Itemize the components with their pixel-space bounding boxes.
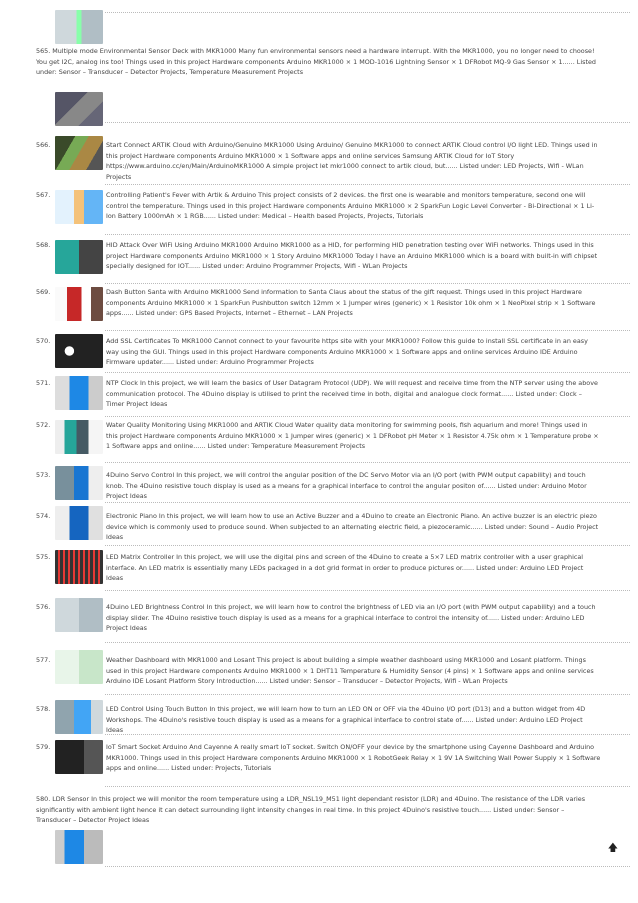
item-text: NTP Clock In this project, we will learn the basics of User Datagram Protocol (UDP). We will request and receive time from the NTP server using the above communication protocol. The 4Duino display is utilised to print the received time in both, digital and analogue clock format...... Listed under: Clock – Timer Project Ideas (106, 379, 598, 409)
item-text: Dash Button Santa with Arduino MKR1000 Send information to Santa Claus about the status of the gift request. Things used in this project Hardware components Arduino MKR1000 × 1 SparkFun Pushbutton switch 12mm × 1 Jumper wires (generic) × 1 Resistor 10k ohm × 1 NeoPixel strip × 1 Software apps...... Listed under: GPS Based Projects, Internet – Ethernet – LAN Projects (106, 288, 596, 318)
list-item (36, 794, 601, 826)
project-thumbnail[interactable] (55, 10, 103, 44)
item-number: 569. (36, 288, 51, 296)
item-text: Start Connect ARTIK Cloud with Arduino/Genuino MKR1000 Using Arduino/ Genuino MKR1000 to connect ARTIK Cloud control I/O light LED. Things used in this project Hardware components Arduino MKR1000 × 1 Software apps and online services Samsung ARTIK Cloud for IoT Story https://www.arduino.cc/en/Main/ArduinoMKR1000 A simple project let mkr1000 connect to artik cloud, but...... Listed under: LED Projects, Wifi - WLan Projects (106, 141, 598, 181)
item-text: Multiple mode Environmental Sensor Deck with MKR1000 Many fun environmental sensors need a hardware interrupt. With the MKR1000, you no longer need to choose! You get I2C, analog ins too! Things used in this project Hardware components Arduino MKR1000 × 1 MOD-1016 Lightning Sensor × 1 DFRobot MQ-9 Gas Sensor × 1...... Listed under: Sensor – Transducer – Detector Projects, Temperature Measurement Projects (36, 47, 596, 77)
item-number: 568. (36, 241, 51, 249)
project-thumbnail[interactable] (55, 598, 103, 632)
project-thumbnail[interactable] (55, 700, 103, 734)
back-to-top-button[interactable] (608, 841, 618, 858)
list-item (36, 46, 601, 78)
project-thumbnail[interactable] (55, 376, 103, 410)
item-number: 578. (36, 705, 51, 713)
project-thumbnail[interactable] (55, 466, 103, 500)
item-text: Weather Dashboard with MKR1000 and Losant This project is about building a simple weather dashboard using MKR1000 and Losant platform. Things used in this project Hardware components Arduino MKR1000 × 1 DHT11 Temperature & Humidity Sensor (4 pins) × 1 Software apps and online services Arduino IDE Losant Platform Story Introduction...... Listed under: Sensor – Transducer – Detector Projects, Wifi - WLan Projects (106, 656, 594, 686)
item-number: 565. (36, 47, 51, 55)
item-text: LDR Sensor In this project we will monitor the room temperature using a LDR_NSL19_M51 light dependant resistor (LDR) and 4Duino. The resistance of the LDR varies significantly with ambient light hence it can detect surrounding light intensity changes in real time. In this project 4Duino's resistive touch...... Listed under: Sensor – Transducer – Detector Project Ideas (36, 795, 586, 825)
item-text: LED Control Using Touch Button In this project, we will learn how to turn an LED ON or OFF via the 4Duino I/O port (D13) and a button widget from 4D Workshops. The 4Duino's resistive touch display is used as a means for a graphical interface to control state of...... Listed under: Arduino LED Project Ideas (106, 705, 586, 735)
item-number: 574. (36, 512, 51, 520)
item-number: 567. (36, 191, 51, 199)
project-thumbnail[interactable] (55, 334, 103, 368)
project-thumbnail[interactable] (55, 287, 103, 321)
item-text: 4Duino Servo Control In this project, we will control the angular position of the DC Servo Motor via an I/O port (with PWM output capability) and touch knob. The 4Duino resistive touch display is used as a means for a graphical interface to control the angular positon of...... Listed under: Arduino Motor Project Ideas (106, 471, 587, 501)
project-thumbnail[interactable] (55, 550, 103, 584)
item-text: IoT Smart Socket Arduino And Cayenne A really smart IoT socket. Switch ON/OFF your device by the smartphone using Cayenne Dashboard and Arduino MKR1000. Things used in this project Hardware components Arduino MKR1000 × 1 RobotGeek Relay × 1 9V 1A Switching Wall Power Supply × 1 Software apps and online...... Listed under: Projects, Tutorials (106, 743, 601, 773)
item-number: 576. (36, 603, 51, 611)
project-thumbnail[interactable] (55, 190, 103, 224)
item-number: 577. (36, 656, 51, 664)
item-number: 566. (36, 141, 51, 149)
item-text: Electronic Piano In this project, we will learn how to use an Active Buzzer and a 4Duino to create an Electronic Piano. An active buzzer is an electric piezo device which is commonly used to produce sound. When subjected to an alternating electric field, a piezoceramic...... Listed under: Sound – Audio Project Ideas (106, 512, 599, 542)
item-text: 4Duino LED Brightness Control In this project, we will learn how to control the brightness of LED via an I/O port (with PWM output capability) and a touch display slider. The 4Duino resistive touch display is used as a means for a graphical interface to control the intensity of...... Listed under: Arduino LED Project Ideas (106, 603, 596, 633)
project-thumbnail[interactable] (55, 740, 103, 774)
item-number: 572. (36, 421, 51, 429)
item-text: Water Quality Monitoring Using MKR1000 and ARTIK Cloud Water quality data monitoring for swimming pools, fish aquarium and more! Things used in this project Hardware components Arduino MKR1000 × 1 Jumper wires (generic) × 1 DFRobot pH Meter × 1 Resistor 4.75k ohm × 1 Temperature probe × 1 Software apps and online...... Listed under: Temperature Measurement Projects (106, 421, 599, 451)
item-number: 573. (36, 471, 51, 479)
arrow-up-icon: 🡅 (607, 843, 618, 854)
item-number: 571. (36, 379, 51, 387)
project-thumbnail[interactable] (55, 240, 103, 274)
item-number: 579. (36, 743, 51, 751)
item-text: Controlling Patient's Fever with Artik & Arduino This project consists of 2 devices. the first one is wearable and monitors temperature, second one will control the temperature. Things used in this project Hardware components Arduino MKR1000 × 2 SparkFun Logic Level Converter - Bi-Directional × 1 Li-Ion Battery 1000mAh × 1 RGB...... Listed under: Medical – Health based Projects, Projects, Tutorials (106, 191, 595, 221)
item-number: 570. (36, 337, 51, 345)
project-thumbnail[interactable] (55, 506, 103, 540)
project-thumbnail[interactable] (55, 136, 103, 170)
project-thumbnail[interactable] (55, 830, 103, 864)
item-number: 575. (36, 553, 51, 561)
project-thumbnail[interactable] (55, 650, 103, 684)
project-thumbnail[interactable] (55, 420, 103, 454)
project-thumbnail[interactable] (55, 92, 103, 126)
item-text: LED Matrix Controller In this project, we will use the digital pins and screen of the 4Duino to create a 5×7 LED matrix controller with a user graphical interface. An LED matrix is essentially many LEDs packaged in a dot grid format in order to produce pictures or...... Listed under: Arduino LED Project Ideas (106, 553, 584, 583)
item-text: Add SSL Certificates To MKR1000 Cannot connect to your favourite https site with your MKR1000? Follow this guide to install SSL certificate in an easy way using the GUI. Things used in this project Hardware components Arduino MKR1000 × 1 Software apps and online services Arduino IDE Arduino Firmware updater...... Listed under: Arduino Programmer Projects (106, 337, 588, 367)
item-number: 580. (36, 795, 51, 803)
item-text: HID Attack Over WiFi Using Arduino MKR1000 Arduino MKR1000 as a HID, for performing HID penetration testing over WiFi networks. Things used in this project Hardware components Arduino MKR1000 × 1 Story Arduino MKR1000 Today I have an Arduino MKR1000 which is a board with built-in wifi chipset specially designed for IOT...... Listed under: Arduino Programmer Projects, Wifi - WLan Projects (106, 241, 598, 271)
